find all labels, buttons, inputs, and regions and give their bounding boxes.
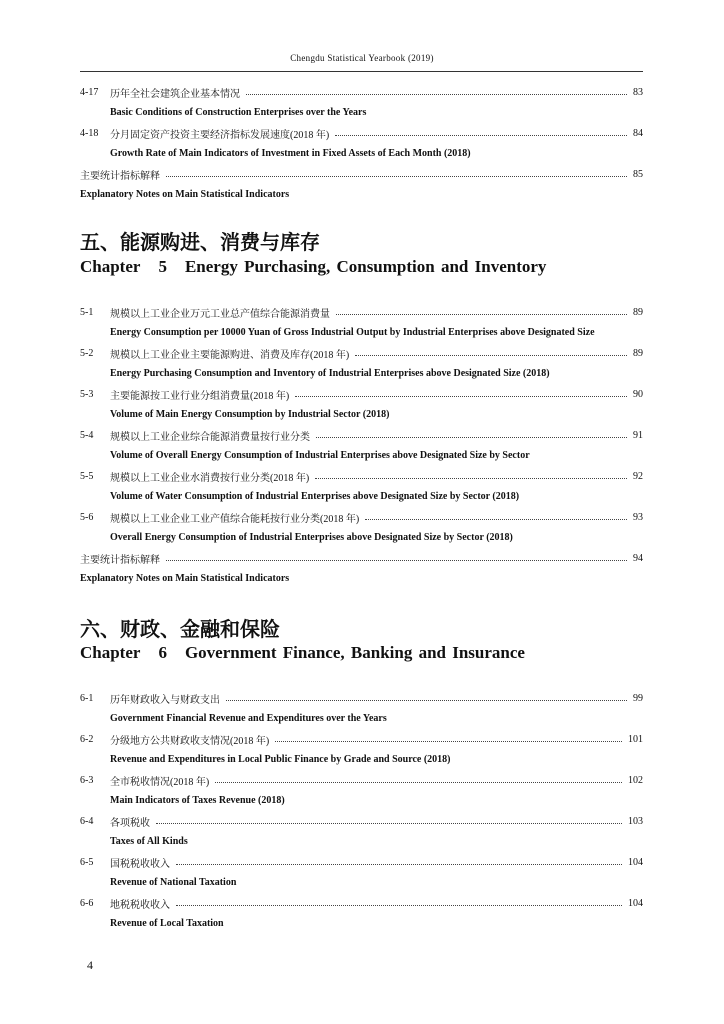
entry-number: 6-3 — [80, 774, 94, 786]
entry-page: 91 — [633, 429, 643, 441]
dot-leader — [336, 314, 627, 315]
dot-leader — [166, 176, 627, 177]
toc-entry[interactable] — [80, 164, 643, 185]
toc-entry[interactable] — [80, 343, 643, 364]
entry-title-en: Energy Purchasing Consumption and Inventory of Industrial Enterprises above Designated Size (2018) — [110, 368, 550, 380]
entry-page: 104 — [628, 897, 643, 909]
entry-number: 5-2 — [80, 347, 94, 359]
chapter-6-entries — [80, 688, 643, 934]
toc-entry[interactable] — [80, 688, 643, 709]
entry-title-cn: 国税税收收入 — [110, 858, 170, 870]
chapter-title: Energy Purchasing, Consumption and Inventory — [184, 257, 547, 276]
entry-page: 92 — [633, 470, 643, 482]
entry-title-en: Revenue of Local Taxation — [110, 918, 224, 930]
dot-leader — [335, 135, 627, 136]
entry-number: 5-6 — [80, 511, 94, 523]
entry-number: 5-3 — [80, 388, 94, 400]
chapter-number: 6 — [158, 643, 167, 662]
toc-entry[interactable] — [80, 507, 643, 528]
entry-title-en: Basic Conditions of Construction Enterprises over the Years — [110, 107, 367, 119]
entry-number: 5-4 — [80, 429, 94, 441]
entry-title-en: Volume of Main Energy Consumption by Industrial Sector (2018) — [110, 409, 390, 421]
entry-page: 84 — [633, 127, 643, 139]
entry-page: 102 — [628, 774, 643, 786]
toc-entry[interactable] — [80, 123, 643, 144]
entry-title-en: Government Financial Revenue and Expenditures over the Years — [110, 713, 387, 725]
entry-number: 6-2 — [80, 733, 94, 745]
dot-leader — [246, 94, 627, 95]
entry-title-en: Explanatory Notes on Main Statistical Indicators — [80, 573, 290, 585]
entry-page: 94 — [633, 552, 643, 564]
entry-title-en: Main Indicators of Taxes Revenue (2018) — [110, 795, 285, 807]
toc-entry[interactable] — [80, 852, 643, 873]
section-4-entries — [80, 82, 643, 205]
entry-title-cn: 规模以上工业企业水消费按行业分类(2018 年) — [110, 472, 310, 484]
entry-title-cn: 主要统计指标解释 — [80, 170, 160, 182]
entry-number: 6-5 — [80, 856, 94, 868]
toc-entry[interactable] — [80, 770, 643, 791]
entry-page: 101 — [628, 733, 643, 745]
dot-leader — [226, 700, 627, 701]
entry-page: 89 — [633, 347, 643, 359]
entry-title-en: Volume of Overall Energy Consumption of Industrial Enterprises above Designated Size by Sector — [110, 450, 530, 462]
entry-title-en: Revenue of National Taxation — [110, 877, 237, 889]
entry-page: 90 — [633, 388, 643, 400]
entry-title-en: Taxes of All Kinds — [110, 836, 188, 848]
entry-page: 104 — [628, 856, 643, 868]
entry-title-cn: 规模以上工业企业工业产值综合能耗按行业分类(2018 年) — [110, 513, 360, 525]
entry-number: 6-1 — [80, 692, 94, 704]
entry-page: 83 — [633, 86, 643, 98]
entry-title-en: Revenue and Expenditures in Local Public Finance by Grade and Source (2018) — [110, 754, 451, 766]
toc-entry[interactable] — [80, 466, 643, 487]
entry-title-cn: 各项税收 — [110, 817, 150, 829]
entry-title-cn: 全市税收情况(2018 年) — [110, 776, 210, 788]
chapter-5-entries — [80, 302, 643, 589]
entry-number: 4-17 — [80, 86, 99, 98]
dot-leader — [316, 437, 627, 438]
entry-title-en: Overall Energy Consumption of Industrial Enterprises above Designated Size by Sector (2018) — [110, 532, 513, 544]
entry-title-cn: 地税税收收入 — [110, 899, 170, 911]
toc-entry[interactable] — [80, 82, 643, 103]
dot-leader — [215, 782, 622, 783]
dot-leader — [315, 478, 627, 479]
entry-number: 5-5 — [80, 470, 94, 482]
running-header: Chengdu Statistical Yearbook (2019) — [290, 53, 434, 63]
entry-number: 4-18 — [80, 127, 99, 139]
entry-title-cn: 主要能源按工业行业分组消费量(2018 年) — [110, 390, 290, 402]
page-number: 4 — [87, 958, 93, 972]
chapter-label: Chapter — [80, 643, 141, 662]
toc-entry[interactable] — [80, 548, 643, 569]
dot-leader — [176, 864, 622, 865]
entry-number: 6-4 — [80, 815, 94, 827]
dot-leader — [295, 396, 627, 397]
entry-title-en: Volume of Water Consumption of Industrial Enterprises above Designated Size by Sector (2018) — [110, 491, 520, 503]
toc-entry[interactable] — [80, 893, 643, 914]
entry-title-en: Explanatory Notes on Main Statistical Indicators — [80, 189, 290, 201]
toc-entry[interactable] — [80, 425, 643, 446]
dot-leader — [176, 905, 622, 906]
entry-title-cn: 分级地方公共财政收支情况(2018 年) — [110, 735, 270, 747]
entry-title-cn: 分月固定资产投资主要经济指标发展速度(2018 年) — [110, 129, 330, 141]
chapter-5-title-en — [80, 257, 546, 277]
entry-page: 85 — [633, 168, 643, 180]
toc-entry[interactable] — [80, 729, 643, 750]
entry-page: 89 — [633, 306, 643, 318]
entry-title-cn: 规模以上工业企业万元工业总产值综合能源消费量 — [110, 308, 330, 320]
entry-title-cn: 规模以上工业企业综合能源消费量按行业分类 — [110, 431, 310, 443]
entry-title-cn: 历年全社会建筑企业基本情况 — [110, 88, 240, 100]
chapter-5-title-cn: 五、能源购进、消费与库存 — [80, 230, 320, 254]
entry-title-en: Energy Consumption per 10000 Yuan of Gross Industrial Output by Industrial Enterprises above Designated Size — [110, 327, 595, 339]
chapter-6-title-cn: 六、财政、金融和保险 — [80, 617, 280, 641]
entry-title-cn: 规模以上工业企业主要能源购进、消费及库存(2018 年) — [110, 349, 350, 361]
chapter-label: Chapter — [80, 257, 141, 276]
header-rule — [80, 71, 643, 72]
dot-leader — [275, 741, 622, 742]
entry-number: 5-1 — [80, 306, 94, 318]
entry-page: 99 — [633, 692, 643, 704]
entry-number: 6-6 — [80, 897, 94, 909]
chapter-6-title-en — [80, 643, 525, 663]
entry-title-cn: 主要统计指标解释 — [80, 554, 160, 566]
chapter-title: Government Finance, Banking and Insurance — [184, 643, 525, 662]
toc-entry[interactable] — [80, 302, 643, 323]
dot-leader — [156, 823, 622, 824]
entry-title-en: Growth Rate of Main Indicators of Investment in Fixed Assets of Each Month (2018) — [110, 148, 471, 160]
entry-title-cn: 历年财政收入与财政支出 — [110, 694, 220, 706]
dot-leader — [365, 519, 627, 520]
dot-leader — [355, 355, 627, 356]
dot-leader — [166, 560, 627, 561]
toc-entry[interactable] — [80, 811, 643, 832]
chapter-number: 5 — [158, 257, 167, 276]
toc-entry[interactable] — [80, 384, 643, 405]
entry-page: 103 — [628, 815, 643, 827]
entry-page: 93 — [633, 511, 643, 523]
